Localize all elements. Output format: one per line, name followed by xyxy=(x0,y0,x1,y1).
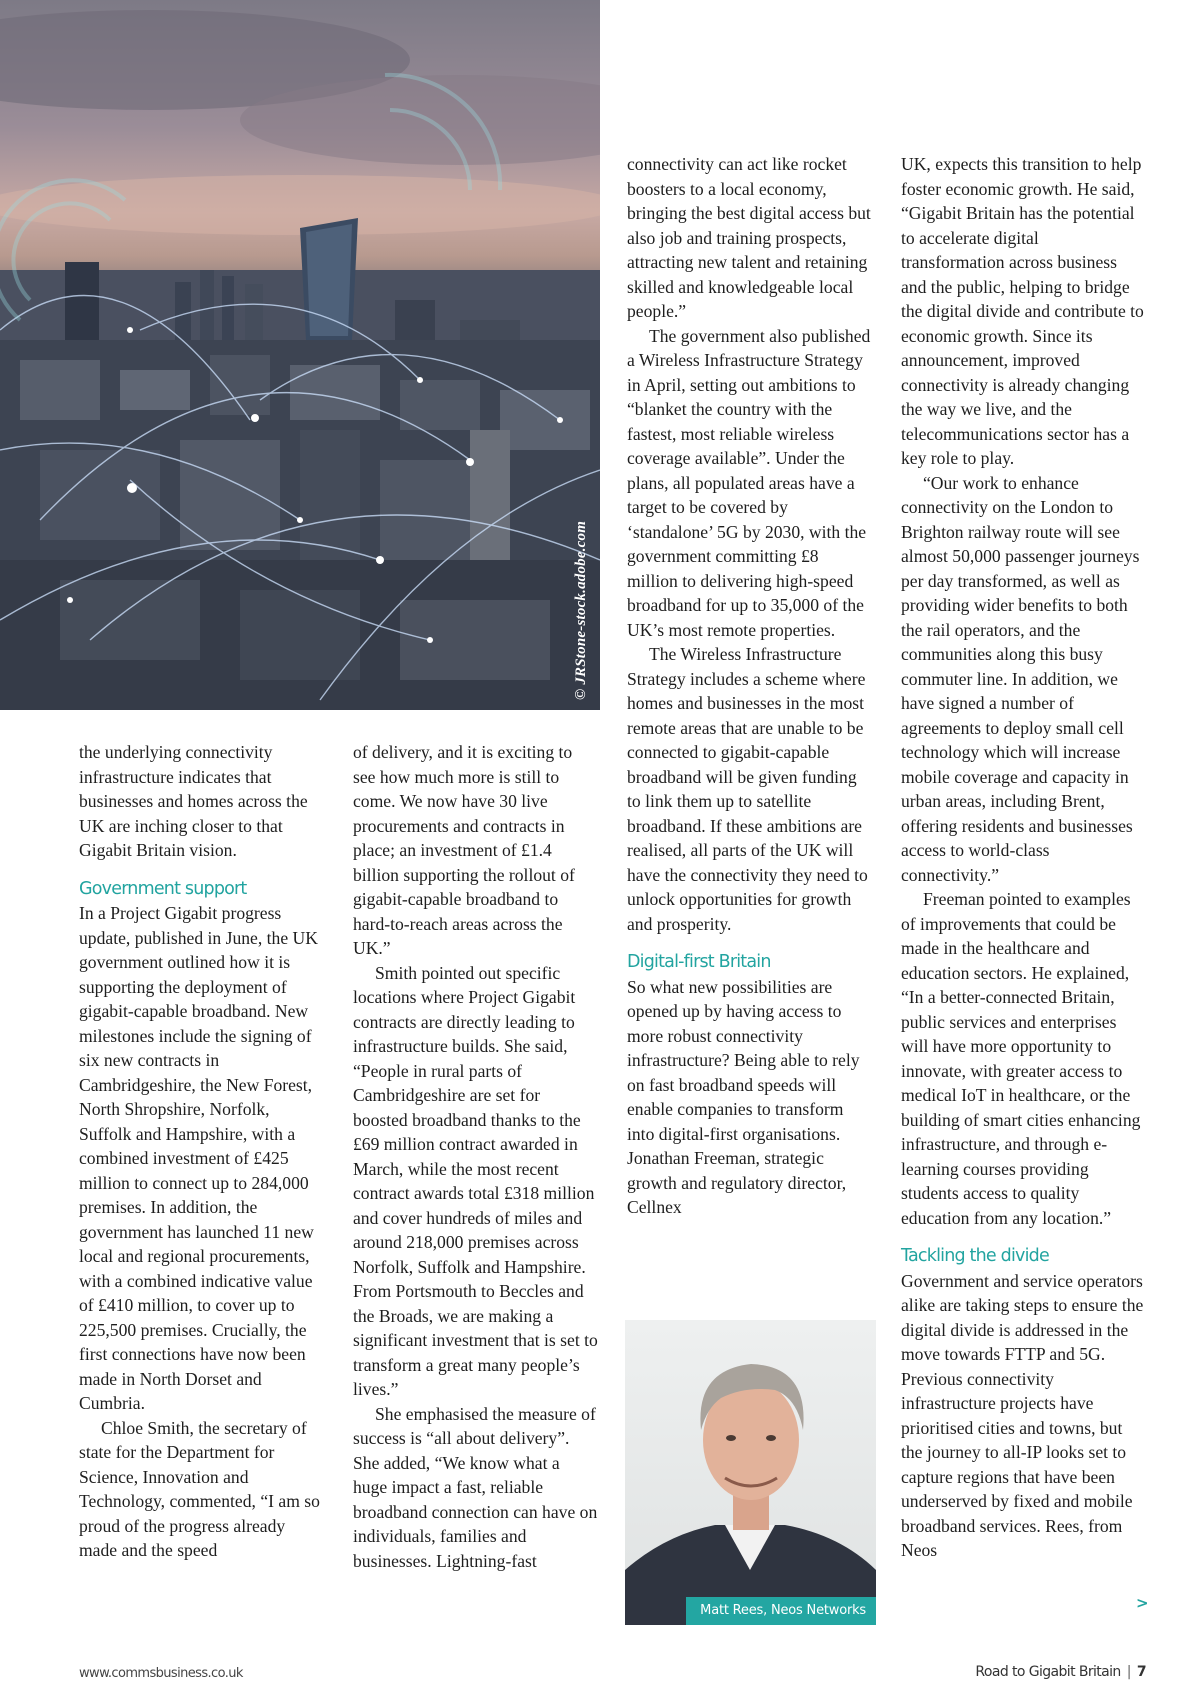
paragraph: of delivery, and it is exciting to see how much more is still to come. We now have 30 live procurements and contracts in place; an investment of £1.4 billion supporting the rollout of gigabit-capable broadband to hard-to-reach areas across the UK.” xyxy=(353,742,575,958)
paragraph: She emphasised the measure of success is “all about delivery”. She added, “We know what a huge impact a fast, reliable broadband connection can have on individuals, families and businesses. Lightning-fast xyxy=(353,1403,598,1571)
subheading-tackling-the-divide: Tackling the divide xyxy=(901,1246,1049,1266)
article-column-2 xyxy=(353,740,598,1573)
paragraph: UK, expects this transition to help foster economic growth. He said, “Gigabit Britain has the potential to accelerate digital transformation across business and the public, helping to bridge the digital divide and contribute to economic growth. Since its announcement, improved connectivity is already changing the way we live, and the telecommunications sector has a key role to play. xyxy=(901,154,1144,468)
paragraph: the underlying connectivity infrastructure indicates that businesses and homes across the UK are inching closer to that Gigabit Britain vision. xyxy=(79,742,308,860)
paragraph: So what new possibilities are opened up by having access to more robust connectivity infrastructure? Being able to rely on fast broadband speeds will enable companies to transform into digital-first organisations. Jonathan Freeman, strategic growth and regulatory director, Cellnex xyxy=(627,976,860,1217)
paragraph: Freeman pointed to examples of improvements that could be made in the healthcare and education sectors. He explained, “In a better-connected Britain, public services and enterprises will have more opportunity to innovate, with greater access to medical IoT in healthcare, or the building of smart cities enhancing infrastructure, and through e-learning courses providing students access to quality education from any location.” xyxy=(901,889,1141,1228)
photo-credit: © JRStone-stock.adobe.com xyxy=(573,520,589,700)
page-number: 7 xyxy=(1136,1664,1146,1680)
portrait-illustration xyxy=(625,1320,876,1625)
footer-section-label xyxy=(975,1664,1146,1680)
paragraph: The government also published a Wireless Infrastructure Strategy in April, setting out ambitions to “blanket the country with the fastest, most reliable wireless coverage available”. Under the plans, all populated areas have a target to be covered by ‘standalone’ 5G by 2030, with the government committing £8 million to delivering high-speed broadband for up to 35,000 of the UK’s most remote properties. xyxy=(627,325,871,640)
paragraph: Government and service operators alike are taking steps to ensure the digital divide is addressed in the move towards FTTP and 5G. Previous connectivity infrastructure projects have prioritised cities and towns, but the journey to all-IP looks set to capture regions that have been underserved by fixed and mobile broadband services. Rees, from Neos xyxy=(901,1270,1144,1560)
portrait-caption: Matt Rees, Neos Networks xyxy=(686,1597,876,1625)
article-column-1 xyxy=(79,740,324,1563)
paragraph: Smith pointed out specific locations where Project Gigabit contracts are directly leading to infrastructure builds. She said, “People in rural parts of Cambridgeshire are set for boosted broadband thanks to the £69 million contract awarded in March, while the most recent contract awards total £318 million and cover hundreds of miles and around 218,000 premises across Norfolk, Suffolk and Hampshire. From Portsmouth to Beccles and the Broads, we are making a significant investment that is set to transform a great many people’s lives.” xyxy=(353,962,598,1399)
portrait-photo xyxy=(625,1320,876,1625)
footer-separator: | xyxy=(1126,1664,1131,1680)
article-column-3 xyxy=(627,152,872,1220)
article-column-4 xyxy=(901,152,1146,1563)
paragraph: “Our work to enhance connectivity on the London to Brighton railway route will see almost 50,000 passenger journeys per day transformed, as well as providing wider benefits to both the rail operators, and the communities along this busy commuter line. In addition, we have signed a number of agreements to deploy small cell technology which will increase mobile coverage and capacity in urban areas, including Brent, offering residents and businesses access to world-class connectivity.” xyxy=(901,472,1140,885)
subheading-digital-first-britain: Digital-first Britain xyxy=(627,952,771,972)
section-title: Road to Gigabit Britain xyxy=(975,1664,1121,1680)
paragraph: In a Project Gigabit progress update, published in June, the UK government outlined how it is supporting the deployment of gigabit-capable broadband. New milestones include the signing of six new contracts in Cambridgeshire, the New Forest, North Shropshire, Norfolk, Suffolk and Hampshire, with a combined investment of £425 million to connect up to 284,000 premises. In addition, the government has launched 11 new local and regional procurements, with a combined indicative value of £410 million, to cover up to 225,500 premises. Crucially, the first connections have now been made in North Dorset and Cumbria. xyxy=(79,903,318,1413)
paragraph: Chloe Smith, the secretary of state for the Department for Science, Innovation and Technology, commented, “I am so proud of the progress already made and the speed xyxy=(79,1417,320,1560)
continue-arrow-icon: > xyxy=(1136,1594,1149,1612)
subheading-government-support: Government support xyxy=(79,878,247,899)
hero-city-image xyxy=(0,0,600,710)
paragraph: connectivity can act like rocket boosters to a local economy, bringing the best digital access but also job and training prospects, attracting new talent and retaining skilled and knowledgeable local people.” xyxy=(627,154,871,321)
paragraph: The Wireless Infrastructure Strategy includes a scheme where homes and businesses in the most remote areas that are unable to be connected to gigabit-capable broadband will be given funding to link them up to satellite broadband. If these ambitions are realised, all parts of the UK will have the connectivity they need to unlock opportunities for growth and prosperity. xyxy=(627,644,868,934)
city-network-illustration xyxy=(0,0,600,710)
footer-website-link[interactable]: www.commsbusiness.co.uk xyxy=(79,1666,243,1681)
